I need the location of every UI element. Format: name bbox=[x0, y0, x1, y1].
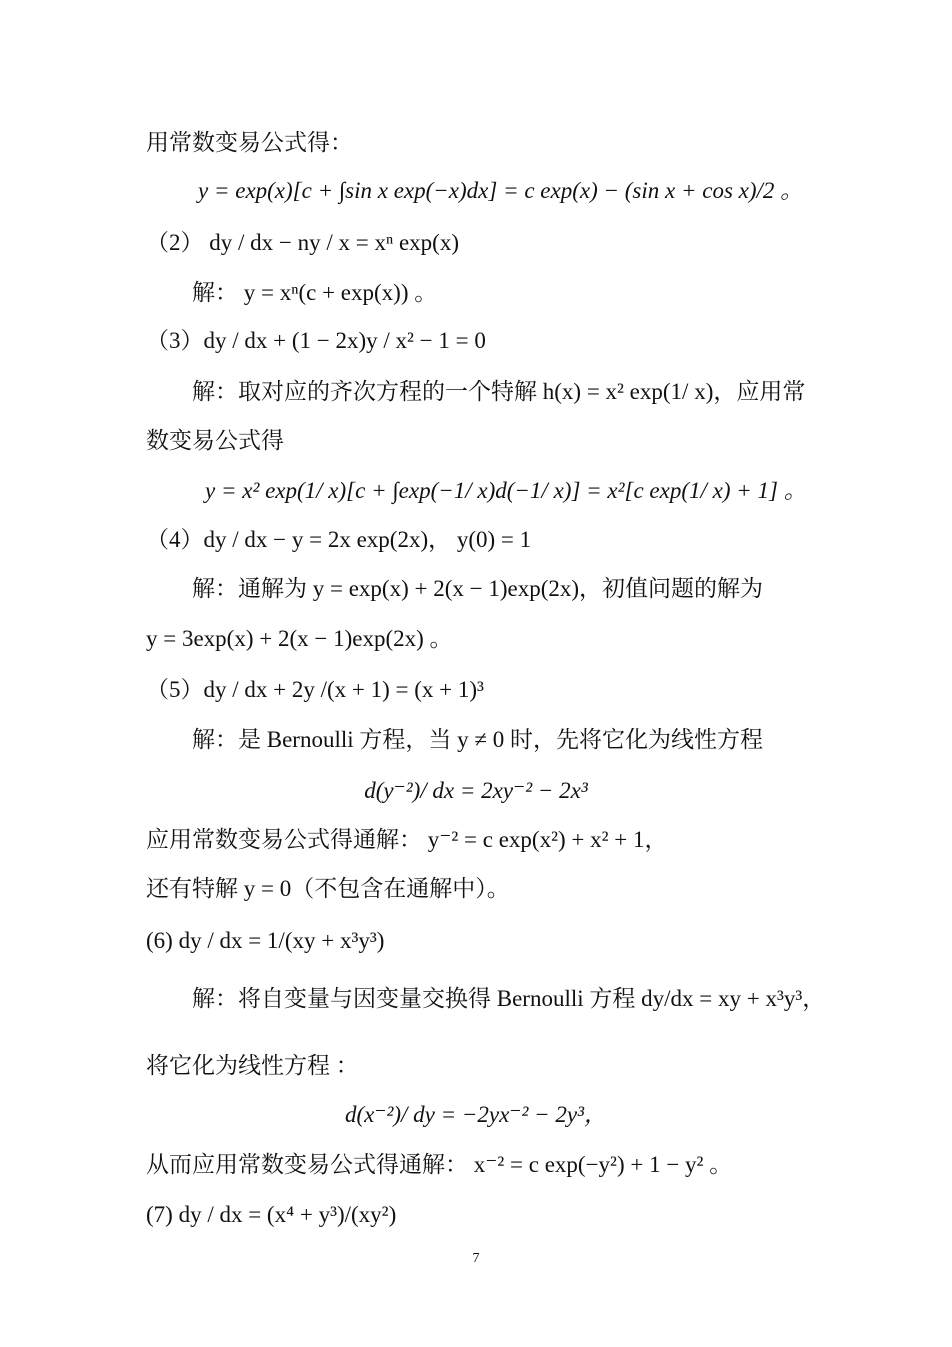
solution-4-cont: y = 3exp(x) + 2(x − 1)exp(2x) 。 bbox=[146, 626, 453, 651]
text-line: 将它化为线性方程 ： bbox=[146, 1053, 359, 1078]
formula-line: y = exp(x)[c + ∫sin x exp(−x)dx] = c exp(x) − (sin x + cos x)/2 。 bbox=[198, 178, 804, 203]
page-number: 7 bbox=[472, 1251, 480, 1266]
problem-2: （2） dy / dx − ny / x = xⁿ exp(x) bbox=[146, 230, 459, 255]
general-solution-6: 从而应用常数变易公式得通解： x⁻² = c exp(−y²) + 1 − y² 。 bbox=[146, 1152, 733, 1177]
formula-line: d(y⁻²)/ dx = 2xy⁻² − 2x³ bbox=[364, 778, 588, 803]
special-solution-5: 还有特解 y = 0（不包含在通解中）。 bbox=[146, 876, 510, 901]
problem-7: (7) dy / dx = (x⁴ + y³)/(xy²) bbox=[146, 1202, 397, 1227]
problem-3: （3）dy / dx + (1 − 2x)y / x² − 1 = 0 bbox=[146, 328, 486, 353]
text-line: 数变易公式得 bbox=[146, 428, 284, 453]
general-solution-5: 应用常数变易公式得通解： y⁻² = c exp(x²) + x² + 1， bbox=[146, 827, 668, 852]
solution-2: 解： y = xⁿ(c + exp(x)) 。 bbox=[192, 280, 438, 305]
problem-5: （5）dy / dx + 2y /(x + 1) = (x + 1)³ bbox=[146, 677, 484, 702]
solution-3: 解：取对应的齐次方程的一个特解 h(x) = x² exp(1/ x)，应用常 bbox=[192, 379, 806, 404]
solution-5: 解：是 Bernoulli 方程，当 y ≠ 0 时，先将它化为线性方程 bbox=[192, 727, 764, 752]
solution-4: 解：通解为 y = exp(x) + 2(x − 1)exp(2x)，初值问题的解为 bbox=[192, 576, 764, 601]
formula-line: d(x⁻²)/ dy = −2yx⁻² − 2y³， bbox=[344, 1102, 608, 1127]
solution-6: 解：将自变量与因变量交换得 Bernoulli 方程 dy/dx = xy + x³y³， bbox=[192, 986, 826, 1011]
formula-line: y = x² exp(1/ x)[c + ∫exp(−1/ x)d(−1/ x)] = x²[c exp(1/ x) + 1] 。 bbox=[205, 478, 807, 503]
problem-6: (6) dy / dx = 1/(xy + x³y³) bbox=[146, 928, 385, 953]
problem-4: （4）dy / dx − y = 2x exp(2x)， y(0) = 1 bbox=[146, 527, 532, 552]
text-line: 用常数变易公式得： bbox=[146, 130, 353, 155]
